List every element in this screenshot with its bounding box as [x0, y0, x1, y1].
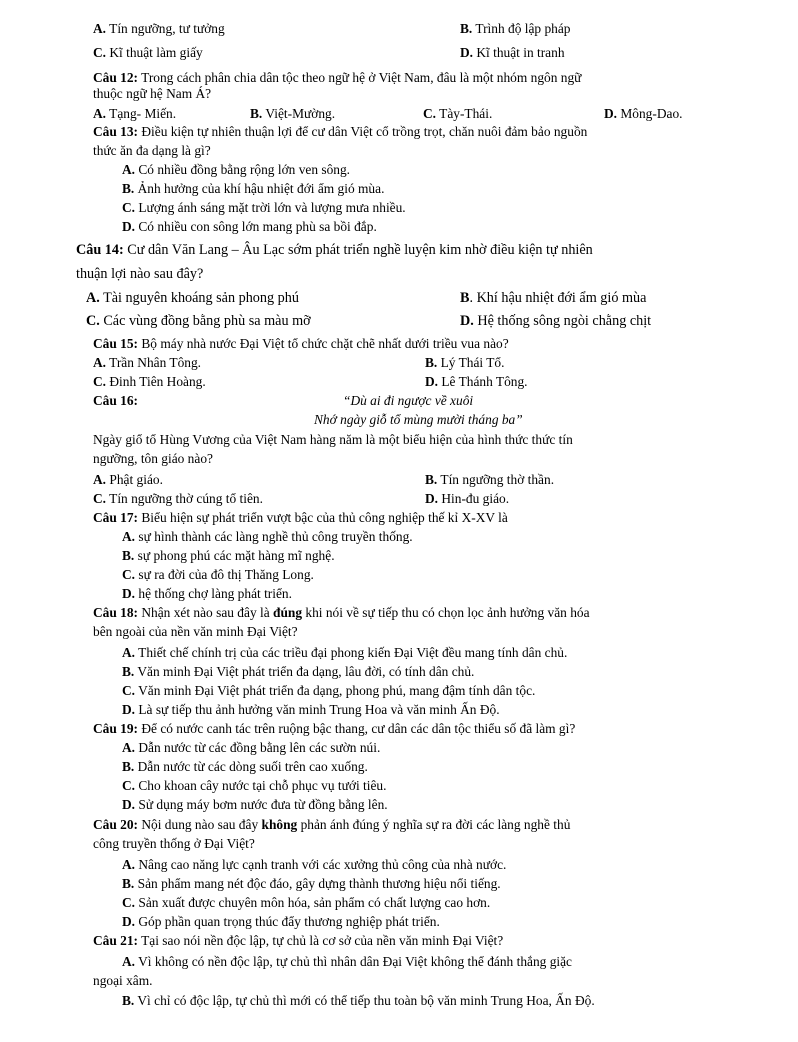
q20-option-c [122, 895, 490, 911]
option-letter: C. [122, 683, 136, 698]
question-text: Tại sao nói nền độc lập, tự chủ là cơ sở của nền văn minh Đại Việt? [138, 933, 504, 948]
question-label: Câu 16: [93, 393, 139, 408]
q17-stem [93, 510, 508, 526]
option-letter: B. [425, 472, 438, 487]
option-letter: C. [93, 45, 107, 60]
poem-text: “Dù ai đi ngược về xuôi [343, 393, 474, 408]
question-text: công truyền thống ở Đại Việt? [93, 836, 255, 851]
q15-stem [93, 336, 509, 352]
option-letter: D. [122, 219, 136, 234]
option-text: Nâng cao năng lực cạnh tranh với các xưởng thủ công của nhà nước. [135, 857, 507, 872]
q11-option-b [460, 21, 571, 37]
q16-label [93, 393, 138, 409]
option-text: Hệ thống sông ngòi chằng chịt [473, 313, 652, 329]
option-letter: B. [122, 548, 135, 563]
question-text: Trong cách phân chia dân tộc theo ngữ hệ ở Việt Nam, đâu là một nhóm ngôn ngữ [138, 70, 582, 85]
option-letter: A. [93, 106, 107, 121]
option-letter: C. [423, 106, 437, 121]
option-text: Hin-đu giáo. [438, 491, 510, 506]
q12-stem-cont [93, 86, 211, 102]
option-letter: C. [93, 374, 107, 389]
q18-option-d [122, 702, 500, 718]
option-text: Tín ngưỡng thờ cúng tổ tiên. [106, 491, 263, 506]
q14-option-c [86, 313, 311, 329]
question-label: Câu 14: [76, 242, 124, 258]
option-letter: D. [604, 106, 618, 121]
option-text: Trình độ lập pháp [472, 21, 571, 36]
question-text: Biểu hiện sự phát triển vượt bậc của thủ công nghiệp thế kỉ X-XV là [138, 510, 508, 525]
option-text: Đinh Tiên Hoàng. [106, 374, 206, 389]
q13-stem-cont [93, 143, 211, 159]
option-letter: C. [122, 567, 136, 582]
question-text: Điều kiện tự nhiên thuận lợi để cư dân Việt cổ trồng trọt, chăn nuôi đảm bảo nguồn [138, 124, 588, 139]
option-text: Việt-Mường. [262, 106, 336, 121]
q21-option-a-cont [93, 973, 153, 989]
q14-option-d [460, 313, 651, 329]
option-letter: A. [122, 954, 136, 969]
option-text: sự ra đời của đô thị Thăng Long. [135, 567, 314, 582]
q15-option-a [93, 355, 201, 371]
q13-option-a [122, 162, 350, 178]
question-text: Để có nước canh tác trên ruộng bậc thang, cư dân các dân tộc thiểu số đã làm gì? [138, 721, 576, 736]
option-text: Góp phần quan trọng thúc đẩy thương nghiệp phát triển. [135, 914, 440, 929]
option-text: ngoại xâm. [93, 973, 153, 988]
option-letter: B. [122, 664, 135, 679]
option-text: Kĩ thuật in tranh [473, 45, 565, 60]
q16-poem-line-2 [314, 412, 523, 428]
q17-option-a [122, 529, 413, 545]
option-text: Dẫn nước từ các đồng bằng lên các sườn núi. [135, 740, 381, 755]
option-text: Văn minh Đại Việt phát triển đa dạng, phong phú, mang đậm tính dân tộc. [135, 683, 536, 698]
q11-option-c [93, 45, 203, 61]
q12-option-d [604, 106, 683, 122]
option-letter: B. [122, 181, 135, 196]
q11-option-d [460, 45, 565, 61]
question-label: Câu 21: [93, 933, 139, 948]
q20-option-b [122, 876, 501, 892]
option-text: Tài nguyên khoáng sản phong phú [99, 290, 299, 306]
q21-option-a [122, 954, 572, 970]
question-label: Câu 18: [93, 605, 139, 620]
q16-option-a [93, 472, 163, 488]
q16-option-d [425, 491, 509, 507]
option-text: Kĩ thuật làm giấy [106, 45, 203, 60]
q13-stem [93, 124, 587, 140]
option-letter: C. [93, 491, 107, 506]
q18-stem [93, 605, 590, 621]
q18-option-c [122, 683, 535, 699]
emphasis-text: không [261, 817, 298, 832]
option-text: . Khí hậu nhiệt đới ẩm gió mùa [469, 290, 647, 306]
option-letter: C. [122, 778, 136, 793]
option-letter: B. [460, 21, 473, 36]
option-text: Lý Thái Tổ. [437, 355, 505, 370]
option-letter: B. [122, 993, 135, 1008]
option-text: Sản xuất được chuyên môn hóa, sản phẩm có chất lượng cao hơn. [135, 895, 491, 910]
option-letter: A. [122, 645, 136, 660]
option-letter: D. [122, 914, 136, 929]
question-text: Ngày giổ tổ Hùng Vương của Việt Nam hàng năm là một biểu hiện của hình thức thức tín [93, 432, 573, 447]
question-text: phản ánh đúng ý nghĩa sự ra đời các làng nghề thủ [297, 817, 571, 832]
option-text: Vì chỉ có độc lập, tự chủ thì mới có thể tiếp thu toàn bộ văn minh Trung Hoa, Ấn Độ. [134, 993, 595, 1008]
q14-option-b [460, 290, 646, 306]
option-letter: B. [122, 759, 135, 774]
q17-option-b [122, 548, 335, 564]
option-text: Phật giáo. [106, 472, 163, 487]
q21-option-b [122, 993, 595, 1009]
option-letter: A. [93, 472, 107, 487]
option-text: Cho khoan cây nước tại chỗ phục vụ tưới tiêu. [135, 778, 387, 793]
option-letter: B. [425, 355, 438, 370]
q19-option-b [122, 759, 368, 775]
option-letter: D. [122, 586, 136, 601]
option-letter: C. [122, 895, 136, 910]
q15-option-c [93, 374, 206, 390]
option-letter: D. [425, 491, 439, 506]
option-letter: A. [122, 740, 136, 755]
q17-option-c [122, 567, 314, 583]
q16-poem-line-1 [343, 393, 473, 409]
option-text: Là sự tiếp thu ảnh hưởng văn minh Trung Hoa và văn minh Ấn Độ. [135, 702, 500, 717]
question-text: Bộ máy nhà nước Đại Việt tổ chức chặt chẽ nhất dưới triều vua nào? [138, 336, 509, 351]
q20-option-a [122, 857, 506, 873]
option-letter: D. [425, 374, 439, 389]
q12-option-a [93, 106, 176, 122]
q19-option-c [122, 778, 386, 794]
q12-option-b [250, 106, 335, 122]
q15-option-d [425, 374, 528, 390]
option-letter: A. [93, 355, 107, 370]
option-letter: D. [122, 797, 136, 812]
q18-option-b [122, 664, 474, 680]
option-text: sự phong phú các mặt hàng mĩ nghệ. [134, 548, 335, 563]
poem-text: Nhớ ngày giỗ tổ mùng mười tháng ba” [314, 412, 523, 427]
option-letter: B [460, 290, 470, 306]
q12-stem [93, 70, 581, 86]
question-text: Nhận xét nào sau đây là [138, 605, 273, 620]
question-text: ngưỡng, tôn giáo nào? [93, 451, 213, 466]
q19-option-d [122, 797, 388, 813]
q19-option-a [122, 740, 380, 756]
question-text: Nội dung nào sau đây [138, 817, 262, 832]
option-letter: D. [460, 45, 474, 60]
option-letter: A. [93, 21, 107, 36]
option-letter: A. [122, 857, 136, 872]
q16-stem [93, 432, 573, 448]
question-text: bên ngoài của nền văn minh Đại Việt? [93, 624, 298, 639]
q11-option-a [93, 21, 225, 37]
option-text: Mông-Dao. [617, 106, 683, 121]
q17-option-d [122, 586, 292, 602]
option-text: Có nhiều đồng bằng rộng lớn ven sông. [135, 162, 351, 177]
question-text: khi nói về sự tiếp thu có chọn lọc ảnh hưởng văn hóa [302, 605, 590, 620]
q18-option-a [122, 645, 567, 661]
option-text: Văn minh Đại Việt phát triển đa dạng, lâu đời, có tính dân chủ. [134, 664, 475, 679]
q13-option-d [122, 219, 377, 235]
q15-option-b [425, 355, 504, 371]
option-text: Vì không có nền độc lập, tự chủ thì nhân dân Đại Việt không thể đánh thắng giặc [135, 954, 572, 969]
question-text: thức ăn đa dạng là gì? [93, 143, 211, 158]
q19-stem [93, 721, 575, 737]
option-letter: B. [250, 106, 263, 121]
q20-option-d [122, 914, 440, 930]
option-letter: A. [122, 529, 136, 544]
question-label: Câu 20: [93, 817, 139, 832]
question-label: Câu 17: [93, 510, 139, 525]
option-text: Thiết chế chính trị của các triều đại phong kiến Đại Việt đều mang tính dân chủ. [135, 645, 568, 660]
option-letter: D. [460, 313, 474, 329]
q13-option-b [122, 181, 384, 197]
option-text: Sản phẩm mang nét độc đáo, gây dựng thành thương hiệu nổi tiếng. [134, 876, 501, 891]
q14-option-a [86, 290, 299, 306]
option-text: Các vùng đồng bằng phù sa màu mỡ [99, 313, 311, 329]
option-text: Dẫn nước từ các dòng suối trên cao xuống. [134, 759, 368, 774]
q18-stem-cont [93, 624, 298, 640]
q21-stem [93, 933, 503, 949]
q14-stem [76, 242, 593, 258]
option-letter: A. [86, 290, 100, 306]
option-letter: C. [122, 200, 136, 215]
q12-option-c [423, 106, 492, 122]
option-letter: A. [122, 162, 136, 177]
q20-stem [93, 817, 570, 833]
question-label: Câu 13: [93, 124, 139, 139]
question-text: thuộc ngữ hệ Nam Á? [93, 86, 212, 101]
q16-stem-cont [93, 451, 213, 467]
option-text: Tày-Thái. [436, 106, 493, 121]
question-text: thuận lợi nào sau đây? [76, 266, 204, 282]
q14-stem-cont [76, 266, 203, 282]
question-label: Câu 12: [93, 70, 139, 85]
option-text: Tín ngưỡng thờ thần. [437, 472, 555, 487]
q16-option-b [425, 472, 554, 488]
question-text: Cư dân Văn Lang – Âu Lạc sớm phát triển nghề luyện kim nhờ điều kiện tự nhiên [123, 242, 593, 258]
option-text: Sử dụng máy bơm nước đưa từ đồng bằng lên. [135, 797, 388, 812]
option-text: Lê Thánh Tông. [438, 374, 528, 389]
option-text: sự hình thành các làng nghề thủ công truyền thống. [135, 529, 413, 544]
option-letter: B. [122, 876, 135, 891]
option-text: Trần Nhân Tông. [106, 355, 202, 370]
emphasis-text: đúng [273, 605, 303, 620]
option-letter: C. [86, 313, 100, 329]
q16-option-c [93, 491, 263, 507]
q13-option-c [122, 200, 406, 216]
option-text: hệ thống chợ làng phát triển. [135, 586, 292, 601]
option-text: Có nhiều con sông lớn mang phù sa bồi đắp. [135, 219, 377, 234]
q20-stem-cont [93, 836, 255, 852]
option-text: Lượng ánh sáng mặt trời lớn và lượng mưa nhiều. [135, 200, 406, 215]
option-text: Ảnh hưởng của khí hậu nhiệt đới ẩm gió mùa. [134, 181, 385, 196]
option-letter: D. [122, 702, 136, 717]
option-text: Tạng- Miến. [106, 106, 177, 121]
option-text: Tín ngưỡng, tư tưởng [106, 21, 225, 36]
question-label: Câu 19: [93, 721, 139, 736]
question-label: Câu 15: [93, 336, 139, 351]
